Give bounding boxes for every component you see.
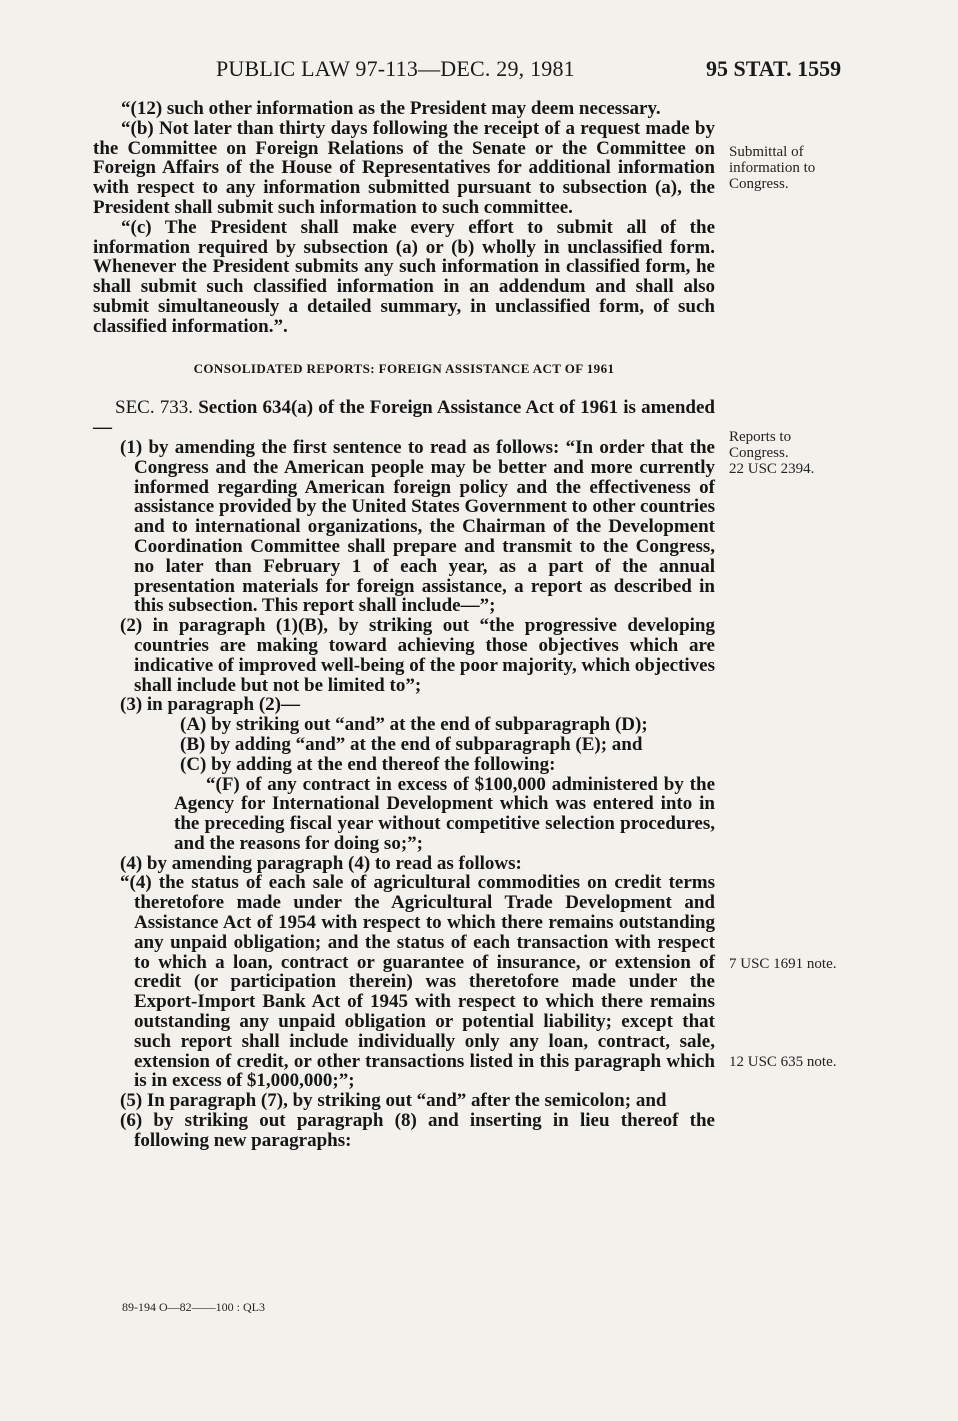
new-subparagraph-f: “(F) of any contract in excess of $100,000 administered by the Agency for International Development which was entered into in the preceding fiscal year without competitive selection procedures, and the reasons for doing so;”; xyxy=(174,773,715,854)
page-citation: 95 STAT. 1559 xyxy=(706,56,842,81)
statute-body xyxy=(93,99,715,1151)
amendment-3: (3) in paragraph (2)— xyxy=(120,694,300,716)
margin-note-12-usc: 12 USC 635 note. xyxy=(729,1054,837,1070)
margin-note-7-usc: 7 USC 1691 note. xyxy=(729,956,837,972)
margin-note-line: Congress. xyxy=(729,445,789,461)
new-paragraph-4: “(4) the status of each sale of agricultural commodities on credit terms theretofore made under the Agricultural Trade Development and Assistance Act of 1954 with respect to which there remains outstanding any unpaid obligation; and the status of each transaction with respect to which a loan, contract or guarantee of insurance, or extension of credit (or participation therein) was theretofore made under the Export-Import Bank Act of 1945 with respect to which there remains outstanding any unpaid obligation or potential liability; except that such report shall include individually only any loan, contract, sale, extension of credit, or other transactions listed in this paragraph which is in excess of $1,000,000;”; xyxy=(120,872,715,1092)
amendment-6: (6) by striking out paragraph (8) and inserting in lieu thereof the following new paragraphs: xyxy=(120,1110,715,1151)
amendment-4: (4) by amending paragraph (4) to read as follows: xyxy=(120,852,522,874)
margin-note-line: Submittal of xyxy=(729,144,804,160)
margin-note-line: Reports to xyxy=(729,429,792,445)
margin-note-line: information to xyxy=(729,160,816,176)
section-heading: CONSOLIDATED REPORTS: FOREIGN ASSISTANCE ACT OF 1961 xyxy=(193,360,615,376)
margin-note-line: 22 USC 2394. xyxy=(729,461,815,477)
section-733-text: Section 634(a) of the Foreign Assistance Act of 1961 is amended— xyxy=(93,397,715,439)
section-733 xyxy=(93,398,715,438)
amendment-5: (5) In paragraph (7), by striking out “and” after the semicolon; and xyxy=(120,1090,667,1112)
subsection-c: “(c) The President shall make every effort to submit all of the information required by subsection (a) or (b) wholly in unclassified form. Whenever the President submits any such information in classified form, he shall submit such classified information in an addendum and shall also submit simultaneously a detailed summary, in unclassified form, of such classified information.”. xyxy=(93,216,715,337)
amendment-3a: (A) by striking out “and” at the end of subparagraph (D); xyxy=(180,714,648,736)
amendment-1: (1) by amending the first sentence to read as follows: “In order that the Congress and the American people may be better and more currently informed regarding American foreign policy and the effectiveness of assistance provided by the United States Government to other countries and to international organizations, the Chairman of the Development Coordination Committee shall prepare and transmit to the Congress, no later than February 1 of each year, as a part of the annual presentation materials for foreign assistance, a report as described in this subsection. This report shall include—”; xyxy=(120,436,715,617)
margin-note-line: Congress. xyxy=(729,176,789,192)
amendment-2: (2) in paragraph (1)(B), by striking out “the progressive developing countries are making toward achieving those objectives which are indicative of improved well-being of the poor majority, which objectives shall include but not be limited to”; xyxy=(120,615,715,696)
margin-note-reports xyxy=(729,429,814,477)
subsection-b: “(b) Not later than thirty days following the receipt of a request made by the Committee on Foreign Relations of the Senate or the Committee on Foreign Affairs of the House of Representatives for additional information with respect to any information submitted pursuant to subsection (a), the President shall submit such information to such committee. xyxy=(93,117,715,218)
margin-note-submittal xyxy=(729,144,815,192)
print-line: 89-194 O—82——100 : QL3 xyxy=(122,1300,265,1314)
paragraph-12: “(12) such other information as the President may deem necessary. xyxy=(121,98,661,119)
running-header-title: PUBLIC LAW 97-113—DEC. 29, 1981 xyxy=(216,56,575,81)
amendment-3c: (C) by adding at the end thereof the following: xyxy=(180,753,556,775)
amendment-3b: (B) by adding “and” at the end of subparagraph (E); and xyxy=(180,733,643,755)
section-label: SEC. 733. xyxy=(115,397,194,419)
